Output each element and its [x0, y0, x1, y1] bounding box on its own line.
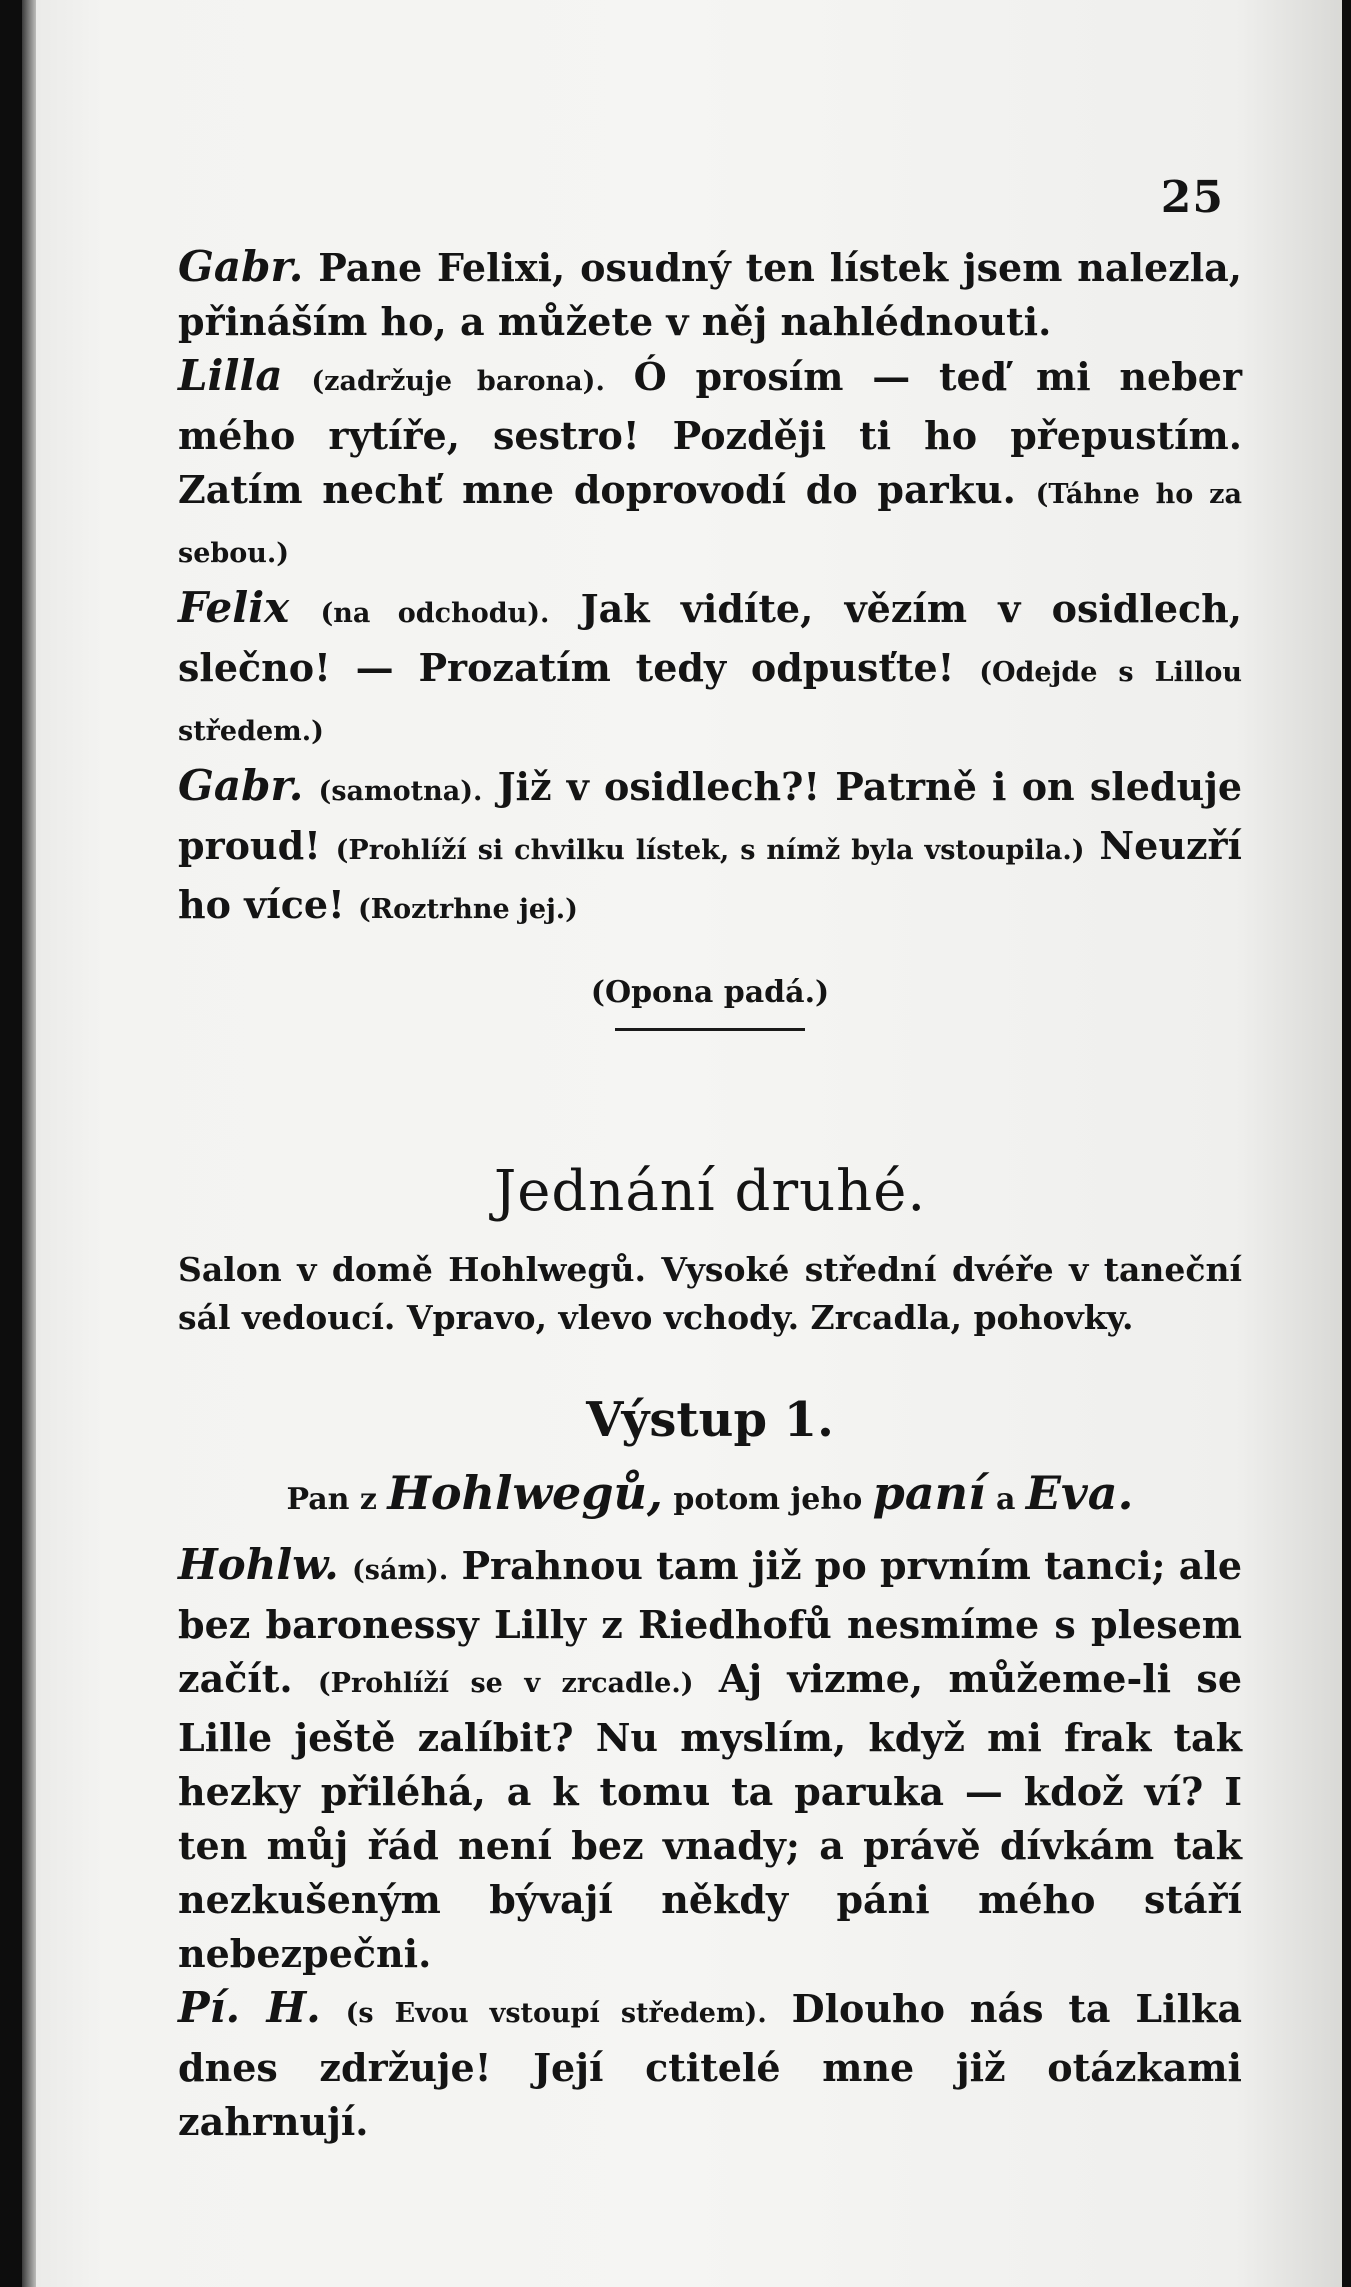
stage-direction: (s Evou vstoupí středem).	[345, 1998, 767, 2029]
stage-direction: (zadržuje barona).	[311, 366, 605, 397]
cast-name: Hohlwegů,	[387, 1466, 663, 1520]
speaker-name: Pí. H.	[178, 1983, 321, 2032]
cast-text: Pan z	[286, 1482, 377, 1517]
page-text	[178, 240, 1242, 2149]
dialogue-text: Dlouho nás ta Lilka dnes zdržuje! Její ctitelé mne již otázkami zahrnují.	[178, 1986, 1242, 2144]
dialogue-text: Neuzří ho více!	[178, 823, 1242, 927]
stage-direction: (samotna).	[318, 776, 483, 807]
dialogue-paragraph	[178, 349, 1242, 581]
dialogue-text: Aj vizme, můžeme-li se Lille ještě zalíbit? Nu myslím, když mi frak tak hezky přiléhá, a k tomu ta paruka — kdož ví? I ten můj řád není bez vnady; a právě dívkám tak nezkušeným bývají někdy páni mého stáří nebezpečni.	[178, 1656, 1242, 1976]
cast-text: potom jeho	[673, 1482, 863, 1517]
dialogue-paragraph	[178, 581, 1242, 759]
dialogue-text: Jak vidíte, vězím v osidlech, slečno! — Prozatím tedy odpusťte!	[178, 586, 1242, 690]
dialogue-paragraph	[178, 240, 1242, 349]
speaker-name: Felix	[178, 583, 290, 632]
dialogue-paragraph	[178, 759, 1242, 937]
cast-name: paní	[872, 1466, 986, 1520]
stage-direction: (Odejde s Lillou středem.)	[178, 657, 1242, 747]
dialogue-text: Prahnou tam již po prvním tanci; ale bez baronessy Lilly z Riedhofů nesmíme s plesem začít.	[178, 1543, 1243, 1701]
stage-direction: (Roztrhne jej.)	[357, 894, 578, 925]
page-gutter	[22, 0, 36, 2287]
dialogue-text: Ó prosím — teď mi neber mého rytíře, sestro! Později ti ho přepustím. Zatím nechť mne doprovodí do parku.	[178, 354, 1242, 512]
page-number: 25	[1160, 172, 1224, 223]
speaker-name: Gabr.	[178, 242, 304, 291]
scene-title: Výstup 1.	[586, 1392, 834, 1448]
curtain-direction: (Opona padá.)	[590, 975, 830, 1010]
setting-description: Salon v domě Hohlwegů. Vysoké střední dvéře v taneční sál vedoucí. Vpravo, vlevo vchody. Zrcadla, pohovky.	[178, 1250, 1242, 1337]
speaker-name: Hohlw.	[178, 1540, 339, 1589]
book-page	[22, 0, 1342, 2287]
speaker-name: Lilla	[178, 351, 283, 400]
section-divider	[615, 1028, 805, 1031]
stage-direction: (na odchodu).	[320, 598, 550, 629]
cast-name: Eva.	[1025, 1466, 1134, 1520]
act-title: Jednání druhé.	[493, 1159, 927, 1224]
dialogue-paragraph	[178, 1981, 1242, 2149]
cast-text: a	[996, 1482, 1016, 1517]
stage-direction: (Prohlíží se v zrcadle.)	[317, 1668, 694, 1699]
stage-direction: (Táhne ho za sebou.)	[178, 479, 1243, 569]
stage-direction: (Prohlíží si chvilku lístek, s nímž byla vstoupila.)	[335, 835, 1085, 866]
scene-cast	[178, 1466, 1242, 1520]
dialogue-text: Již v osidlech?! Patrně i on sleduje proud!	[178, 764, 1242, 868]
speaker-name: Gabr.	[178, 761, 304, 810]
dialogue-paragraph	[178, 1538, 1242, 1981]
stage-direction: (sám).	[352, 1555, 449, 1586]
dialogue-text: Pane Felixi, osudný ten lístek jsem nalezla, přináším ho, a můžete v něj nahlédnouti.	[178, 245, 1242, 344]
